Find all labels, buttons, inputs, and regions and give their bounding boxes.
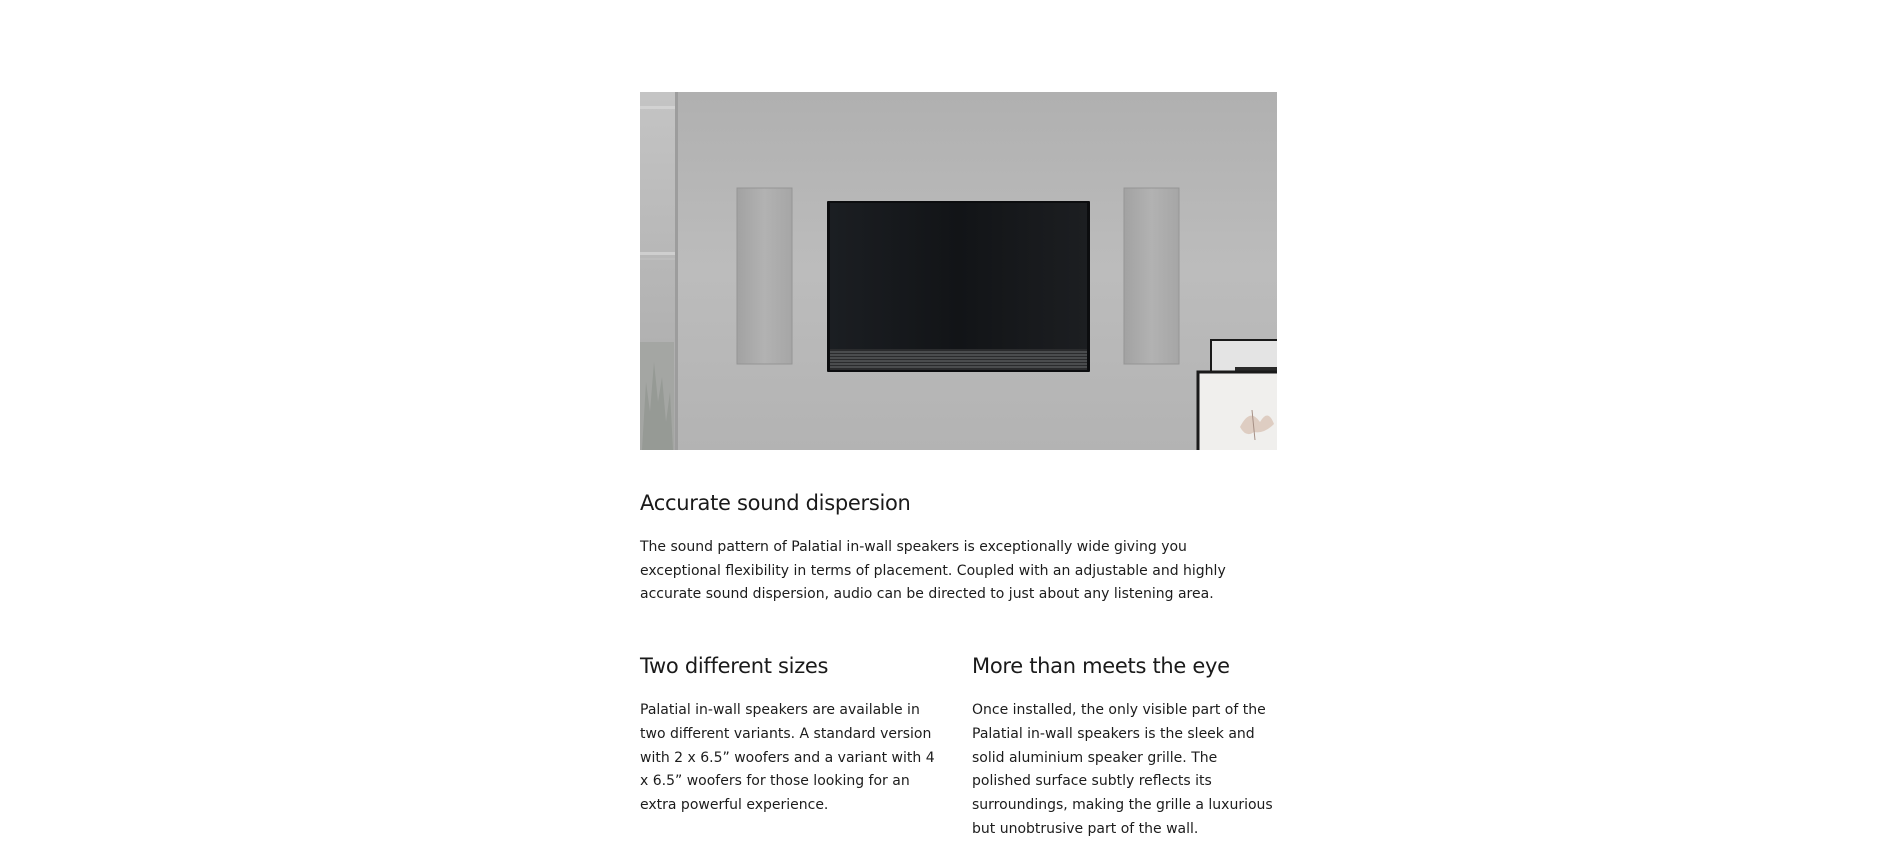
section-accurate-sound	[640, 490, 1277, 607]
tv	[827, 201, 1090, 372]
section-body: Once installed, the only visible part of the Palatial in-wall speakers is the sleek and solid aluminium speaker grille. The polished surface subtly reflects its surroundings, making the grille a luxurious but unobtrusive part of the wall.	[972, 702, 1273, 837]
content-column	[640, 92, 1277, 841]
right-speaker	[1124, 188, 1179, 364]
hero-image	[640, 92, 1277, 450]
section-title: Accurate sound dispersion	[640, 491, 911, 515]
left-speaker	[737, 188, 792, 364]
section-body: Palatial in-wall speakers are available in two different variants. A standard version with 2 x 6.5” woofers and a variant with 4 x 6.5” woofers for those looking for an extra powerful experience.	[640, 702, 935, 813]
section-two-sizes	[640, 653, 945, 841]
section-more-than-meets-eye	[972, 653, 1277, 841]
tv-wall-speakers-image	[640, 92, 1277, 450]
window-edge	[640, 92, 678, 450]
section-body: The sound pattern of Palatial in-wall speakers is exceptionally wide giving you exceptional flexibility in terms of placement. Coupled with an adjustable and highly accurate sound dispersion, audio can be directed to just about any listening area.	[640, 539, 1226, 603]
section-title: Two different sizes	[640, 654, 829, 679]
feature-columns	[640, 653, 1277, 841]
section-title: More than meets the eye	[972, 654, 1230, 679]
